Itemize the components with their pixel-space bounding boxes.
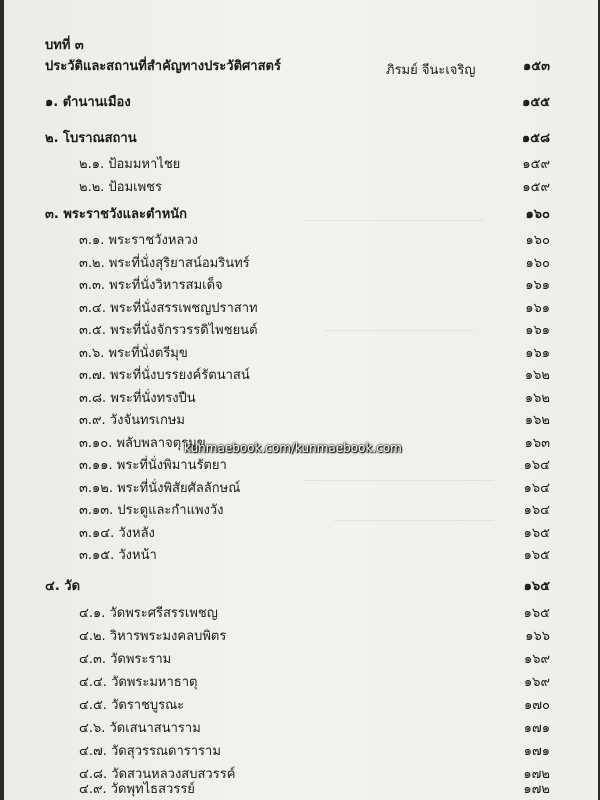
toc-subsection: ๔.๓. วัดพระราม xyxy=(79,652,172,667)
toc-subsection: ๓.๓. พระที่นั่งวิหารสมเด็จ xyxy=(79,278,223,293)
toc-subsection: ๔.๗. วัดสุวรรณดาราราม xyxy=(79,744,221,759)
toc-page-number: ๑๖๒ xyxy=(524,413,550,428)
toc-subsection: ๒.๑. ป้อมมหาไชย xyxy=(79,157,181,172)
toc-subsection: ๔.๔. วัดพระมหาธาตุ xyxy=(79,675,198,690)
watermark-text: kunmaebook.com/kunmaebook.com xyxy=(184,441,402,455)
book-page xyxy=(4,0,598,800)
toc-subsection: ๓.๑๕. วังหน้า xyxy=(79,548,157,563)
toc-subsection: ๓.๑๓. ประตูและกำแพงวัง xyxy=(79,503,224,518)
toc-page-number: ๑๗๒ xyxy=(523,767,550,782)
toc-subsection: ๓.๒. พระที่นั่งสุริยาสน์อมรินทร์ xyxy=(79,256,250,271)
toc-page-number: ๑๖๑ xyxy=(525,278,550,293)
toc-page-number: ๑๖๕ xyxy=(523,526,550,541)
toc-subsection: ๓.๗. พระที่นั่งบรรยงค์รัตนาสน์ xyxy=(79,368,250,383)
toc-page-number: ๑๗๑ xyxy=(523,721,550,736)
bleed-through-line xyxy=(324,330,474,331)
toc-subsection: ๓.๑๐. พลับพลาจตุรมุข xyxy=(79,436,206,451)
toc-page-number: ๑๖๕ xyxy=(523,548,550,563)
toc-page-number: ๑๖๙ xyxy=(523,675,550,690)
toc-subsection: ๓.๔. พระที่นั่งสรรเพชญปราสาท xyxy=(79,301,258,316)
chapter-page-number: ๑๕๓ xyxy=(523,59,550,74)
toc-page-number: ๑๖๖ xyxy=(525,629,550,644)
toc-page-number: ๑๖๒ xyxy=(524,391,550,406)
toc-section: ๓. พระราชวังและตำหนัก xyxy=(45,207,188,222)
toc-page-number: ๑๕๙ xyxy=(522,180,550,195)
toc-subsection: ๒.๒. ป้อมเพชร xyxy=(79,180,162,195)
toc-page-number: ๑๗๒ xyxy=(523,782,550,797)
author-name: ภิรมย์ จีนะเจริญ xyxy=(386,63,476,78)
toc-subsection: ๔.๘. วัดสวนหลวงสบสวรรค์ xyxy=(79,767,236,782)
toc-page-number: ๑๖๕ xyxy=(523,606,550,621)
toc-section: ๔. วัด xyxy=(45,579,81,594)
chapter-label: บทที่ ๓ xyxy=(45,38,84,53)
toc-subsection: ๔.๙. วัดพุทไธสวรรย์ xyxy=(79,782,195,797)
bleed-through-line xyxy=(334,520,494,521)
toc-page-number: ๑๕๕ xyxy=(522,95,550,110)
toc-page-number: ๑๗๐ xyxy=(524,698,550,713)
toc-page-number: ๑๖๐ xyxy=(525,256,550,271)
toc-page-number: ๑๖๓ xyxy=(524,436,550,451)
toc-subsection: ๓.๘. พระที่นั่งทรงปืน xyxy=(79,391,196,406)
toc-page-number: ๑๖๑ xyxy=(525,323,550,338)
toc-subsection: ๔.๕. วัดราชบูรณะ xyxy=(79,698,185,713)
toc-page-number: ๑๖๔ xyxy=(523,481,550,496)
bleed-through-line xyxy=(304,480,494,481)
toc-page-number: ๑๖๕ xyxy=(523,579,550,594)
toc-section: ๒. โบราณสถาน xyxy=(45,131,137,146)
toc-page-number: ๑๖๑ xyxy=(525,301,550,316)
toc-page-number: ๑๖๔ xyxy=(523,503,550,518)
toc-subsection: ๓.๑๔. วังหลัง xyxy=(79,526,155,541)
toc-page-number: ๑๖๒ xyxy=(524,368,550,383)
toc-subsection: ๔.๑. วัดพระศรีสรรเพชญ xyxy=(79,606,218,621)
toc-page-number: ๑๖๙ xyxy=(523,652,550,667)
toc-subsection: ๓.๑๑. พระที่นั่งพิมานรัตยา xyxy=(79,458,227,473)
bleed-through-line xyxy=(304,220,484,221)
toc-page-number: ๑๕๘ xyxy=(521,131,550,146)
toc-subsection: ๔.๖. วัดเสนาสนาราม xyxy=(79,721,201,736)
chapter-title: ประวัติและสถานที่สำคัญทางประวัติศาสตร์ xyxy=(45,59,281,74)
toc-page-number: ๑๕๙ xyxy=(522,157,550,172)
toc-subsection: ๓.๑๒. พระที่นั่งพิสัยศัลลักษณ์ xyxy=(79,481,241,496)
toc-subsection: ๓.๖. พระที่นั่งตรีมุข xyxy=(79,346,188,361)
toc-page-number: ๑๖๑ xyxy=(525,346,550,361)
toc-page-number: ๑๖๐ xyxy=(525,233,550,248)
toc-page-number: ๑๖๐ xyxy=(525,207,550,222)
toc-section: ๑. ตำนานเมือง xyxy=(45,95,131,110)
toc-subsection: ๓.๙. วังจันทรเกษม xyxy=(79,413,185,428)
toc-subsection: ๔.๒. วิหารพระมงคลบพิตร xyxy=(79,629,227,644)
toc-subsection: ๓.๕. พระที่นั่งจักรวรรดิไพชยนต์ xyxy=(79,323,258,338)
toc-page-number: ๑๗๑ xyxy=(523,744,550,759)
toc-page-number: ๑๖๔ xyxy=(523,458,550,473)
toc-subsection: ๓.๑. พระราชวังหลวง xyxy=(79,233,199,248)
